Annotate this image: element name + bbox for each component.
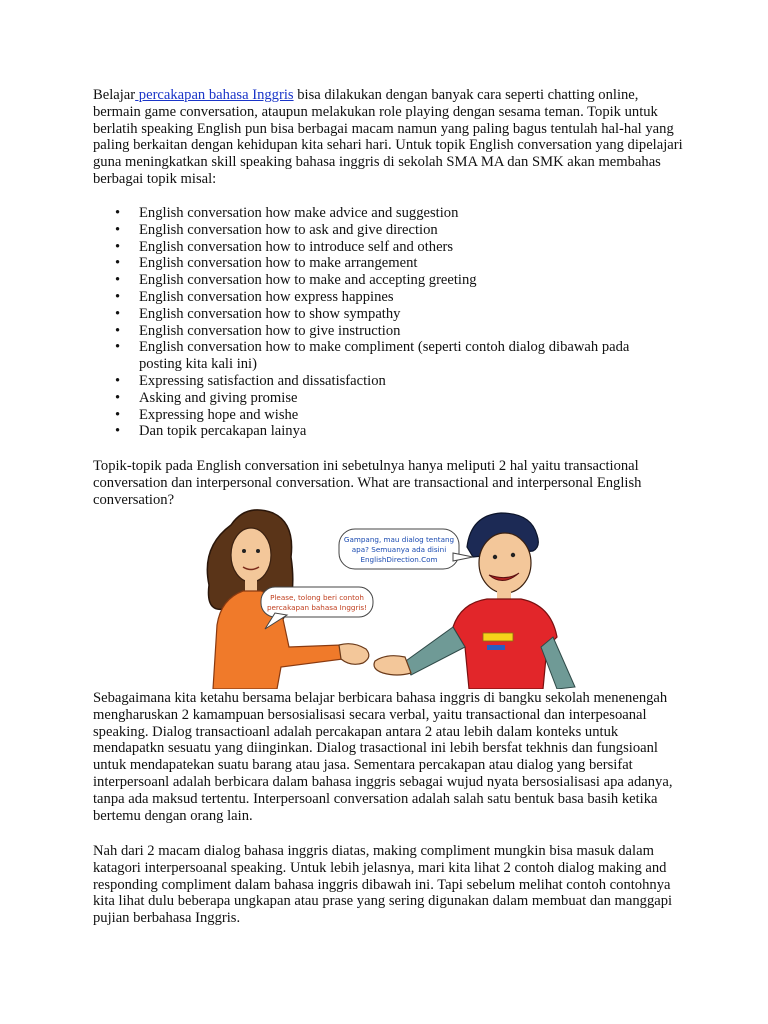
bubble-left-line: percakapan bahasa Inggris!	[266, 603, 368, 612]
topic-item: • Expressing satisfaction and dissatisfaction	[93, 373, 673, 390]
topic-item: • English conversation how make advice and suggestion	[93, 205, 673, 222]
bubble-right-line: apa? Semuanya ada disini	[351, 545, 447, 554]
bubble-right-line: EnglishDirection.Com	[360, 555, 438, 564]
topic-item: • English conversation how to give instruction	[93, 323, 673, 340]
topic-item: • English conversation how to introduce self and others	[93, 239, 673, 256]
topic-item: • English conversation how express happines	[93, 289, 673, 306]
percakapan-link[interactable]: percakapan bahasa Inggris	[135, 87, 294, 103]
topic-item: • Asking and giving promise	[93, 390, 673, 407]
topic-item: • English conversation how to make arrangement	[93, 255, 673, 272]
topic-item: • English conversation how to make compliment (seperti contoh dialog dibawah pada posting kita kali ini)	[93, 339, 673, 373]
topic-item: • English conversation how to ask and give direction	[93, 222, 673, 239]
topic-item: • Expressing hope and wishe	[93, 407, 673, 424]
transactional-interpersonal-paragraph: Sebagaimana kita ketahu bersama belajar berbicara bahasa inggris di bangku sekolah menenengah mengharuskan 2 kamampuan bersosialisasi secara verbal, yaitu transactional dan interpesoanal speaking. Dialog transactioanl adalah percakapan antara 2 atau lebih dalam konteks untuk mendapatkn sesuatu yang diinginkan. Dialog trasactional ini lebih bersfat tekhnis dan fungsioanl untuk mendapatekan suatu barang atau jasa. Sementara percakapan atau dialog yang bersifat interpersoanl adalah berbicara dalam bahasa inggris sebagai wujud nyata bersosialisasi apa adanya, tanpa ada maksud tertentu. Interpersoanl conversation adalah salah satu bentuk basa basih ketika bertemu dengan orang lain.	[93, 690, 673, 824]
bubble-left-line: Please, tolong beri contoh	[270, 593, 364, 602]
compliment-paragraph: Nah dari 2 macam dialog bahasa inggris diatas, making compliment mungkin bisa masuk dalam katagori interpersoanal speaking. Untuk lebih jelasnya, mari kita lihat 2 contoh dialog making and responding compliment dalam bahasa inggris dibawah ini. Tapi sebelum melihat contoh contohnya kita lihat dulu beberapa ungkapan atau prase yang sering digunakan dalam membuat dan manggapi pujian berbahasa Inggris.	[93, 843, 673, 927]
topic-item: • Dan topik percakapan lainya	[93, 423, 673, 440]
topic-item: • English conversation how to show sympathy	[93, 306, 673, 323]
conversation-types-paragraph: Topik-topik pada English conversation ini sebetulnya hanya meliputi 2 hal yaitu transactional conversation dan interpersonal conversation. What are transactional and interpersonal English conversation?	[93, 458, 642, 508]
topic-item: • English conversation how to make and accepting greeting	[93, 272, 673, 289]
intro-paragraph	[93, 87, 683, 188]
conversation-illustration	[191, 507, 577, 689]
bubble-right-line: Gampang, mau dialog tentang	[343, 535, 455, 544]
intro-prefix: Belajar	[93, 87, 136, 103]
topic-list	[93, 205, 673, 440]
intro-body: bisa dilakukan dengan banyak cara seperti chatting online, bermain game conversation, ataupun melakukan role playing dengan sesama teman. Topik untuk berlatih speaking English pun bisa berbagai macam namun yang paling bagus tentulah hal-hal yang paling berkaitan dengan kehidupan kita sehari hari. Untuk topik English conversation yang dipelajari guna meningkatkan skill speaking bahasa inggris di sekolah SMA MA dan SMK akan membahas berbagai topik misal:	[93, 87, 683, 187]
speech-bubble-right	[339, 529, 473, 569]
